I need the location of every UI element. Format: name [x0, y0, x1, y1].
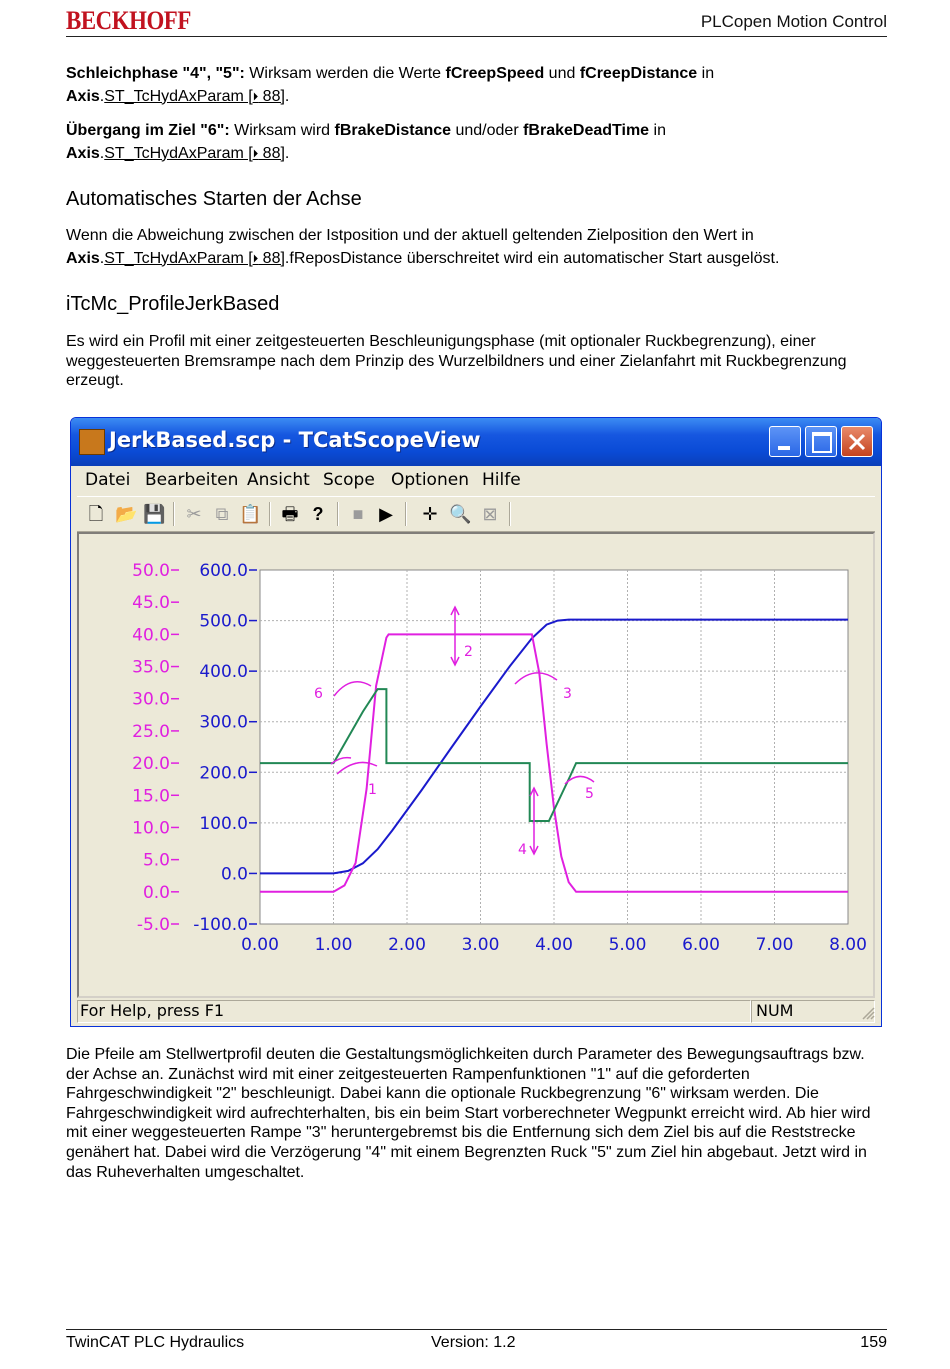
- arrow-right-icon: ⏵: [252, 252, 259, 265]
- heading-auto-start: Automatisches Starten der Achse: [66, 188, 362, 210]
- x-tick-label: 2.00: [388, 935, 426, 955]
- minimize-icon: [778, 446, 790, 450]
- arrow-right-icon: ⏵: [252, 90, 259, 103]
- window-titlebar[interactable]: [71, 418, 881, 466]
- toolbar-separator: [269, 502, 271, 526]
- annotation-label-5: 5: [585, 786, 594, 802]
- left-axis-tick-label: 50.0: [132, 561, 170, 581]
- right-axis-tick-label: 200.0: [199, 763, 248, 784]
- stop-icon[interactable]: ■: [352, 504, 364, 524]
- toolbar-separator: [173, 502, 175, 526]
- window-title: JerkBased.scp - TCatScopeView: [109, 428, 481, 452]
- param-name: fBrakeDeadTime: [523, 122, 650, 139]
- axis-label: Axis: [66, 144, 100, 162]
- x-tick-label: 8.00: [829, 935, 867, 955]
- param-link[interactable]: ST_TcHydAxParam [⏵ 88]: [104, 87, 285, 105]
- menu-optionen[interactable]: Optionen: [391, 470, 469, 490]
- menu-datei[interactable]: Datei: [85, 470, 131, 490]
- menu-ansicht[interactable]: Ansicht: [247, 470, 310, 490]
- right-axis-tick-label: -100.0: [193, 915, 248, 935]
- paragraph-auto-start: Wenn die Abweichung zwischen der Istposition und der aktuell geltenden Zielposition den Wert in Axis.ST_TcHydAxParam [⏵ 88].fReposDistance überschreitet wird ein automatischer Start ausgelöst.: [66, 227, 780, 267]
- text: und: [544, 65, 580, 82]
- header-section-title: PLCopen Motion Control: [700, 12, 887, 31]
- left-axis-tick-label: 45.0: [132, 593, 170, 614]
- x-tick-label: 5.00: [608, 935, 647, 955]
- text: Wirksam werden die Werte: [244, 65, 446, 82]
- param-name: fCreepSpeed: [445, 65, 545, 82]
- maximize-button[interactable]: [805, 426, 837, 457]
- right-axis-tick-label: 500.0: [199, 611, 248, 632]
- left-axis-tick-label: 40.0: [132, 625, 170, 646]
- creep-label: Schleichphase "4", "5":: [66, 65, 245, 82]
- zoom-off-icon[interactable]: ⊠: [482, 504, 498, 524]
- param-name: fBrakeDistance: [334, 122, 452, 139]
- right-axis-tick-label: 600.0: [199, 561, 248, 581]
- text: in: [649, 122, 666, 139]
- maximize-icon: [812, 432, 832, 453]
- left-axis-tick-label: -5.0: [136, 915, 170, 935]
- arrow-right-icon: ⏵: [252, 147, 259, 160]
- new-icon[interactable]: 🗋: [88, 504, 104, 524]
- copy-icon[interactable]: ⧉: [215, 504, 229, 524]
- left-axis-tick-label: 35.0: [132, 657, 170, 678]
- x-tick-label: 7.00: [755, 935, 794, 955]
- footer-divider: [66, 1329, 887, 1330]
- right-axis-tick-label: 300.0: [199, 712, 248, 733]
- left-axis-tick-label: 5.0: [142, 850, 170, 871]
- annotation-label-2: 2: [464, 644, 473, 660]
- toolbar-separator: [405, 502, 407, 526]
- beckhoff-logo: BECKHOFF: [66, 6, 191, 35]
- status-num-indicator: NUM: [751, 1000, 875, 1023]
- paste-icon[interactable]: 📋: [239, 504, 262, 524]
- left-axis-tick-label: 30.0: [132, 689, 170, 710]
- x-tick-label: 0.00: [241, 935, 279, 955]
- heading-profile-jerk: iTcMc_ProfileJerkBased: [66, 293, 280, 315]
- x-tick-label: 6.00: [682, 935, 720, 955]
- footer-product: TwinCAT PLC Hydraulics: [66, 1334, 245, 1351]
- menu-bearbeiten[interactable]: Bearbeiten: [145, 470, 239, 490]
- header-divider: [66, 36, 887, 37]
- crosshair-icon[interactable]: ✛: [422, 504, 438, 524]
- annotation-label-4: 4: [518, 842, 527, 858]
- annotation-label-3: 3: [563, 686, 572, 702]
- paragraph-arrow-explanation: Die Pfeile am Stellwertprofil deuten die Gestaltungsmöglichkeiten durch Parameter des Bewegungsauftrags bzw. der Achse an. Zunächst wird mit einer zeitgesteuerten Rampenfunktionen "1" auf die geforderten Fahrgeschwindigkeit "2" beschleunigt. Dabei kann die optionale Ruckbegrenzung "6" wirksam werden. Die Fahrgeschwindigkeit wird aufrechterhalten, bis ein beim Start vorberechneter Wegpunkt erreicht wird. Ab hier wird mit einer weggesteuerten Rampe "3" heruntergebremst bis die Entfernung sich dem Ziel bis auf die Reststrecke genähert hat. Dabei wird die Verzögerung "4" mit einem Begrenzten Ruck "5" zum Ziel hin abgebaut. Jetzt wird in das Ruheverhalten umgeschaltet.: [66, 1046, 871, 1181]
- zoom-icon[interactable]: 🔍: [449, 504, 472, 524]
- right-axis-tick-label: 100.0: [199, 813, 248, 834]
- text: Wirksam wird: [229, 122, 335, 139]
- param-link[interactable]: ST_TcHydAxParam [⏵ 88]: [104, 249, 285, 267]
- save-icon[interactable]: 💾: [143, 504, 166, 524]
- close-button[interactable]: [841, 426, 873, 457]
- paragraph-profile-description: Es wird ein Profil mit einer zeitgesteuerten Beschleunigungsphase (mit optionaler Ruckbegrenzung), einer weggesteuerten Bremsrampe nach dem Prinzip des Wurzelbildners und einer Zielanfahrt mit Ruckbegrenzung erzeugt.: [66, 333, 847, 390]
- left-axis-tick-label: 0.0: [142, 882, 170, 903]
- x-tick-label: 4.00: [535, 935, 573, 955]
- menu-hilfe[interactable]: Hilfe: [482, 470, 521, 490]
- status-help-text: For Help, press F1: [77, 1000, 751, 1023]
- x-tick-label: 3.00: [461, 935, 500, 955]
- axis-label: Axis: [66, 87, 100, 105]
- text: in: [697, 65, 715, 82]
- x-tick-label: 1.00: [314, 935, 353, 955]
- footer-version: Version: 1.2: [431, 1334, 516, 1351]
- right-axis-tick-label: 400.0: [199, 662, 248, 683]
- cut-icon[interactable]: ✂: [186, 504, 202, 524]
- close-icon: [847, 432, 867, 452]
- toolbar: [77, 496, 875, 532]
- text: und/oder: [451, 122, 524, 139]
- minimize-button[interactable]: [769, 426, 801, 457]
- paragraph-target-transition: Übergang im Ziel "6": Wirksam wird fBrakeDistance und/oder fBrakeDeadTime in Axis.ST_TcHydAxParam [⏵ 88].: [66, 122, 666, 162]
- scope-window: [70, 417, 882, 1027]
- target-label: Übergang im Ziel "6":: [66, 122, 230, 139]
- help-icon[interactable]: ?: [312, 504, 324, 524]
- left-axis-tick-label: 15.0: [132, 786, 170, 807]
- status-bar: [75, 998, 877, 1024]
- resize-grip-icon[interactable]: [861, 1006, 875, 1020]
- print-icon[interactable]: 🖶: [281, 504, 299, 524]
- menu-bar: [77, 466, 875, 494]
- axis-label: Axis: [66, 249, 100, 267]
- scope-chart[interactable]: [79, 534, 873, 996]
- left-axis-tick-label: 25.0: [132, 721, 170, 742]
- toolbar-separator: [509, 502, 511, 526]
- left-axis-tick-label: 20.0: [132, 754, 170, 775]
- paragraph-creep-phase: Schleichphase "4", "5": Wirksam werden die Werte fCreepSpeed und fCreepDistance in Axis.ST_TcHydAxParam [⏵ 88].: [66, 65, 715, 105]
- right-axis-tick-label: 0.0: [220, 864, 248, 885]
- annotation-label-1: 1: [368, 782, 377, 798]
- param-link[interactable]: ST_TcHydAxParam [⏵ 88]: [104, 144, 285, 162]
- left-axis-tick-label: 10.0: [132, 818, 170, 839]
- toolbar-separator: [337, 502, 339, 526]
- text: Wenn die Abweichung zwischen der Istposition und der aktuell geltenden Zielposition den Wert in: [66, 227, 754, 244]
- play-icon[interactable]: ▶: [379, 504, 393, 524]
- open-icon[interactable]: 📂: [115, 504, 138, 524]
- annotation-label-6: 6: [314, 686, 323, 702]
- footer-page-number: 159: [860, 1334, 887, 1351]
- param-name: fCreepDistance: [579, 65, 698, 82]
- app-icon: [79, 429, 105, 455]
- menu-scope[interactable]: Scope: [323, 470, 375, 490]
- scope-plot-area: [77, 532, 875, 998]
